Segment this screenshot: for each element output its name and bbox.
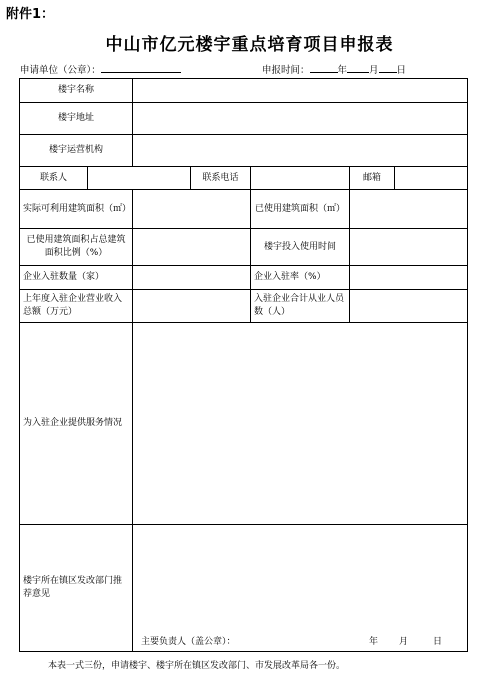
month-input[interactable] [347, 62, 369, 73]
row-services [20, 323, 468, 525]
signature-label: 主要负责人（盖公章）： [141, 637, 236, 647]
signature-month: 月 [399, 637, 409, 647]
enterprise-count-value[interactable] [133, 266, 251, 290]
row-ratio [20, 229, 468, 266]
row-building-name [20, 79, 468, 103]
services-label: 为入驻企业提供服务情况 [20, 323, 133, 525]
use-time-value[interactable] [350, 229, 468, 266]
row-recommendation [20, 525, 468, 652]
building-address-label: 楼宇地址 [20, 103, 133, 135]
year-label: 年 [337, 65, 348, 76]
building-name-value[interactable] [133, 79, 468, 103]
row-contacts [20, 167, 468, 190]
signature-line [141, 636, 447, 649]
signature-day: 日 [433, 637, 443, 647]
operator-value[interactable] [133, 135, 468, 167]
occupancy-rate-value[interactable] [350, 266, 468, 290]
contact-value[interactable] [88, 167, 191, 190]
phone-value[interactable] [251, 167, 350, 190]
used-ratio-value[interactable] [133, 229, 251, 266]
employees-label: 入驻企业合计从业人员数（人） [251, 290, 350, 323]
building-name-label: 楼宇名称 [20, 79, 133, 103]
recommendation-value[interactable] [133, 525, 468, 652]
row-building-address [20, 103, 468, 135]
usable-area-value[interactable] [133, 190, 251, 229]
date-line [262, 62, 406, 76]
operator-label: 楼宇运营机构 [20, 135, 133, 167]
email-label: 邮箱 [350, 167, 395, 190]
revenue-value[interactable] [133, 290, 251, 323]
usable-area-label: 实际可利用建筑面积（㎡） [20, 190, 133, 229]
recommendation-label: 楼宇所在镇区发改部门推荐意见 [20, 525, 133, 652]
services-value[interactable] [133, 323, 468, 525]
month-label: 月 [369, 65, 379, 76]
used-ratio-label: 已使用建筑面积占总建筑面积比例（%） [20, 229, 133, 266]
phone-label: 联系电话 [191, 167, 251, 190]
revenue-label: 上年度入驻企业营业收入总额（万元） [20, 290, 133, 323]
year-input[interactable] [310, 62, 338, 73]
row-revenue [20, 290, 468, 323]
applicant-input[interactable] [101, 62, 181, 73]
use-time-label: 楼宇投入使用时间 [251, 229, 350, 266]
used-area-value[interactable] [350, 190, 468, 229]
form-title: 中山市亿元楼宇重点培育项目申报表 [105, 35, 394, 55]
building-address-value[interactable] [133, 103, 468, 135]
applicant-label: 申请单位（公章）： [20, 65, 101, 76]
signature-year: 年 [369, 637, 379, 647]
occupancy-rate-label: 企业入驻率（%） [251, 266, 350, 290]
contact-label: 联系人 [20, 167, 88, 190]
day-label: 日 [396, 65, 407, 76]
applicant-line [20, 62, 181, 76]
application-form [19, 78, 468, 652]
row-area [20, 190, 468, 229]
row-enterprise [20, 266, 468, 290]
email-value[interactable] [395, 167, 468, 190]
enterprise-count-label: 企业入驻数量（家） [20, 266, 133, 290]
date-label: 申报时间： [262, 65, 310, 76]
row-operator [20, 135, 468, 167]
used-area-label: 已使用建筑面积（㎡） [251, 190, 350, 229]
footer-note: 本表一式三份，申请楼宇、楼宇所在镇区发改部门、市发展改革局各一份。 [48, 661, 346, 671]
day-input[interactable] [379, 62, 397, 73]
attachment-label: 附件1： [6, 7, 55, 22]
employees-value[interactable] [350, 290, 468, 323]
